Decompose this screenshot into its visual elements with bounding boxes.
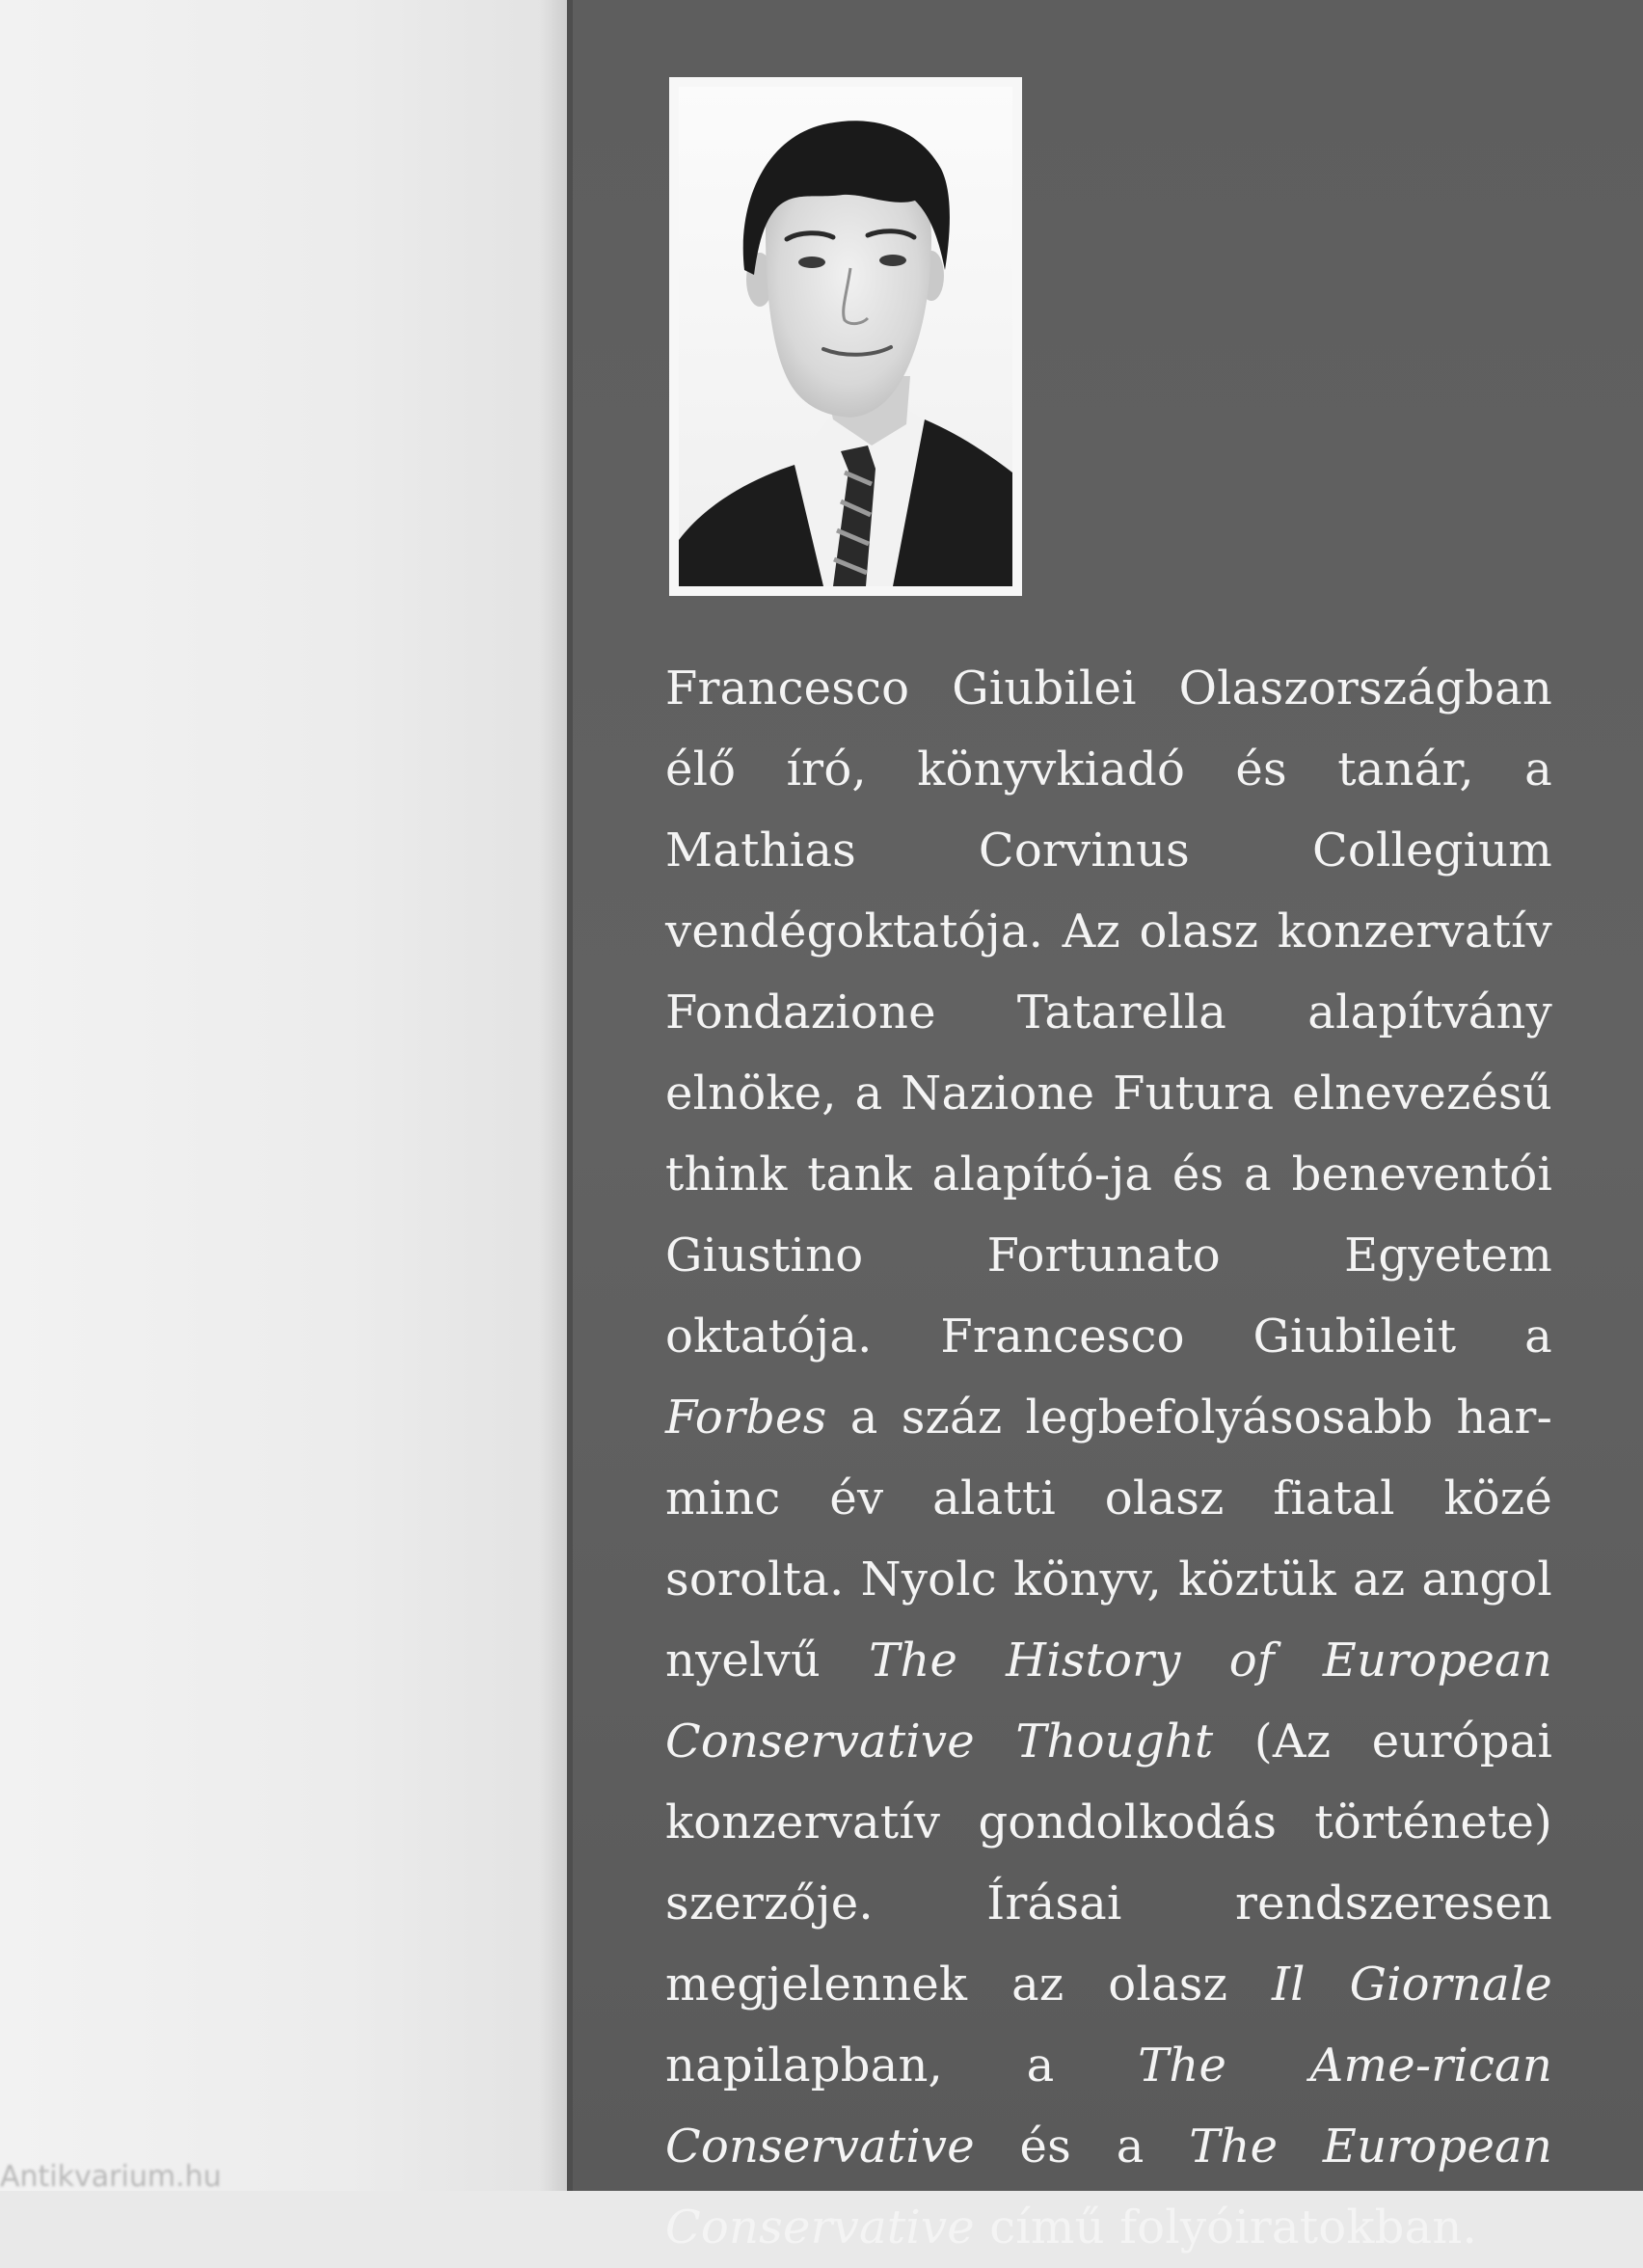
bio-text-1: Francesco Giubilei Olaszországban élő író, könyvkiadó és tanár, a Mathias Corvinus Collegium vendégoktatója. Az olasz konzervatív Fondazione Tatarella alapítvány elnöke, a Nazione Futura elnevezésű think tank alapító-ja és a beneventói Giustino Fortunato Egyetem oktatója. Francesco Giubileit a — [665, 662, 1552, 1364]
bio-european-conservative-italic: The European Conservative — [665, 2120, 1552, 2254]
bio-text-5: és a — [974, 2120, 1190, 2174]
bio-text-3: (Az európai konzervatív gondolkodás története) szerzője. Írásai rendszeresen megjelennek az olasz — [665, 1714, 1552, 2012]
bio-forbes-italic: Forbes — [665, 1390, 827, 1444]
author-photo — [679, 87, 1012, 586]
bio-text-6: című folyóiratokban. — [974, 2200, 1477, 2254]
cover-edge — [567, 0, 573, 2191]
bio-book-title-italic: The History of European Conservative Thought — [665, 1634, 1552, 1768]
watermark-text: Antikvarium.hu — [0, 2164, 222, 2191]
bio-giornale-italic: Il Giornale — [1271, 1958, 1552, 2012]
bio-text-2: a száz legbefolyásosabb har-minc év alatti olasz fiatal közé sorolta. Nyolc könyv, köztük az angol nyelvű — [665, 1390, 1552, 1688]
author-biography — [665, 648, 1552, 2268]
bio-american-conservative-italic: The Ame-rican Conservative — [665, 2038, 1552, 2174]
author-photo-frame — [669, 77, 1022, 596]
bio-text-4: napilapban, a — [665, 2038, 1139, 2092]
left-page — [0, 0, 571, 2191]
